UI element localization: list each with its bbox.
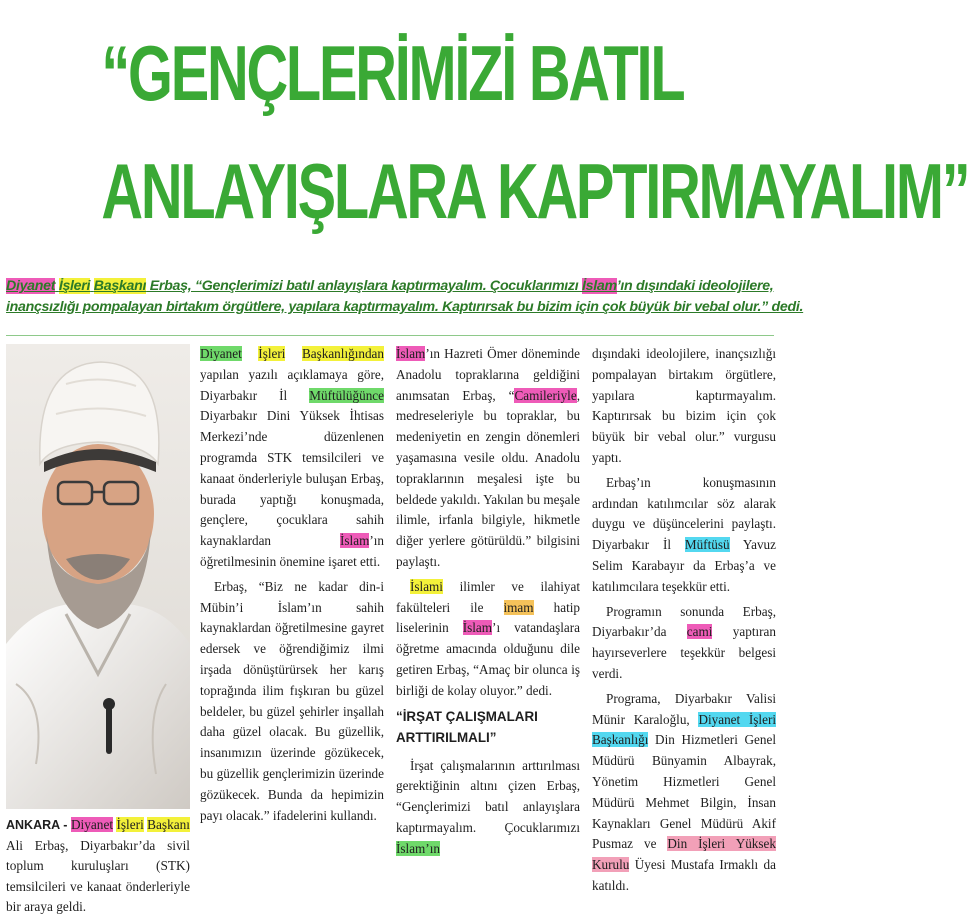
portrait-photo bbox=[6, 344, 190, 809]
paragraph bbox=[396, 344, 580, 573]
article-column-2 bbox=[396, 344, 580, 864]
hl-baskani: Başkanı bbox=[93, 278, 147, 294]
headline-line-1: “GENÇLERİMİZİ BATIL bbox=[101, 29, 684, 117]
hl-diyanet-isleri-baskanligi: Diyanet İşleri Başkanlığı bbox=[592, 711, 776, 748]
hl-muftusu: Müftüsü bbox=[684, 537, 730, 553]
caption-text: Ali Erbaş, Diyarbakır’da sivil toplum kuruluşları (STK) temsilcileri ve kanaat önderleriyle bir araya geldi. bbox=[6, 837, 190, 914]
hl-baskanligindan: Başkanlığından bbox=[301, 346, 384, 361]
hl-camileriyle: Camileriyle bbox=[514, 387, 577, 403]
hl-islami: İslami bbox=[410, 578, 443, 594]
hl-islam: İslam bbox=[462, 620, 493, 636]
paragraph bbox=[396, 577, 580, 702]
lead-text-2: ’ın dışındaki ideolojilere, bbox=[616, 278, 774, 294]
text: ’ın Hazreti Ömer döneminde Anadolu topraklarına geldiğini anımsatan Erbaş, “ bbox=[396, 346, 580, 403]
hl-din-isleri-yuksek-kurulu: Din İşleri Yüksek Kurulu bbox=[592, 836, 776, 873]
text: ’ın öğretilmesinin önemine işaret etti. bbox=[200, 533, 384, 569]
headline-line-2: ANLAYIŞLARA KAPTIRMAYALIM” bbox=[101, 147, 968, 235]
lead-text-1: Erbaş, “Gençlerimizi batıl anlayışlara kaptırmayalım. Çocuklarımızı bbox=[146, 278, 582, 294]
paragraph: dışındaki ideolojilere, inançsızlığı pompalayan birtakım örgütlere, yapılara kaptırmayalım. Kaptırırsak bu bizim için çok büyük bir vebal olur.” vurgusu yaptı. bbox=[592, 346, 776, 465]
paragraph bbox=[592, 689, 776, 897]
text: , medreseleriyle bu topraklar, bu medeniyetin en zengin dönemleri yaşamasına vesile oldu. Anadolu topraklarının meşalesi işte bu beldede yakıldı. Yakılan bu meşale ilimle, irfanla bilgiyle, hikmetle diğer yerlere götürüldü.” bilgisini paylaştı. bbox=[396, 387, 580, 569]
text: Programın sonunda Erbaş, Diyarbakır’da bbox=[592, 603, 776, 640]
paragraph bbox=[396, 756, 580, 860]
hl-cami: cami bbox=[686, 624, 713, 640]
hl-islam: İslam bbox=[581, 278, 617, 294]
hl-baskani: Başkanı bbox=[147, 817, 190, 832]
text: Diyarbakır Dini Yüksek İhtisas Merkezi’nde düzenlenen programda STK temsilcileri ve kanaat önderleriyle buluşan Erbaş, burada yaptığı konuşmada, gençlere, çocuklara sahih kaynaklardan bbox=[200, 408, 384, 549]
text: İrşat çalışmalarının arttırılması gerektiğinin altını çizen Erbaş, “Gençlerimizi batıl anlayışlara kaptırmayalım. Çocuklarımızı bbox=[396, 757, 580, 835]
paragraph bbox=[592, 602, 776, 685]
hl-islam: İslam bbox=[340, 533, 370, 549]
hl-imam: imam bbox=[503, 599, 534, 615]
text: ’ı vatandaşlara öğretme amacında olduğunu dile getiren Erbaş, “Amaç bir olunca iş birliği de kolay oluyor.” dedi. bbox=[396, 620, 580, 698]
text: hatip liselerinin bbox=[396, 599, 580, 636]
hl-diyanet: Diyanet bbox=[6, 278, 56, 294]
headline bbox=[101, 14, 968, 250]
text: ilimler ve ilahiyat fakülteleri ile bbox=[396, 578, 580, 615]
subheading: “İRŞAT ÇALIŞMALARI ARTTIRILMALI” bbox=[396, 708, 538, 745]
hl-muftulugunce: Müftülüğünce bbox=[309, 387, 384, 403]
article-column-1 bbox=[200, 344, 384, 830]
hl-isleri: İşleri bbox=[116, 817, 144, 832]
article-column-3 bbox=[592, 344, 776, 901]
text: Üyesi Mustafa Irmaklı da katıldı. bbox=[592, 857, 776, 893]
dateline: ANKARA - bbox=[6, 818, 71, 832]
hl-islamin: İslam’ın bbox=[396, 840, 440, 856]
text: Yavuz Selim Karabayır da Erbaş’a ve katılımcılara teşekkür etti. bbox=[592, 537, 777, 594]
text: Erbaş’ın konuşmasının ardından katılımcılar söz alarak duygu ve düşüncelerini paylaştı. Diyarbakır İl bbox=[592, 474, 776, 553]
lead-divider bbox=[6, 335, 774, 336]
photo-caption bbox=[6, 815, 190, 918]
text: Din Hizmetleri Genel Müdürü Bünyamin Albayrak, Yönetim Hizmetleri Genel Müdürü Mehmet Bilgin, İnsan Kaynakları Genel Müdürü Akif Pusmaz ve bbox=[592, 732, 776, 852]
paragraph bbox=[592, 473, 776, 598]
hl-diyanet: Diyanet bbox=[70, 817, 114, 832]
portrait-illustration bbox=[6, 344, 190, 809]
paragraph: Erbaş, “Biz ne kadar din-i Mübin’i İslam’ın sahih kaynaklardan öğretilmesine gayret edersek ve öğrendiğimiz ilmi irşada dönüştürürsek her karış toprağında ilim fışkıran bu güzel beldeler, bu güzel şehirler inşallah daha güzel olacak. Bu güzellik, insanımızın üzerinde gözükecek, bu güzellik gençlerimizin üzerinde gözükecek. Bunda da hepimizin payı olacak.” ifadelerini kullandı. bbox=[200, 578, 384, 823]
hl-isleri: İşleri bbox=[258, 346, 286, 361]
text: yaptıran hayırseverlere teşekkür belgesi verdi. bbox=[592, 624, 776, 681]
lead-paragraph bbox=[6, 276, 804, 318]
hl-diyanet: Diyanet bbox=[200, 346, 242, 361]
lead-line-1 bbox=[6, 276, 774, 297]
text: yapılan yazılı açıklamaya göre, Diyarbakır İl bbox=[200, 366, 384, 403]
text: Programa, Diyarbakır Valisi Münir Karaloğlu, bbox=[592, 690, 776, 727]
hl-isleri: İşleri bbox=[58, 278, 91, 294]
lead-line-2: inançsızlığı pompalayan birtakım örgütlere, yapılara kaptırmayalım. Kaptırırsak bu bizim için çok büyük bir vebal olur.” dedi. bbox=[6, 299, 804, 315]
paragraph bbox=[200, 344, 384, 573]
hl-islam: İslam bbox=[396, 346, 426, 361]
